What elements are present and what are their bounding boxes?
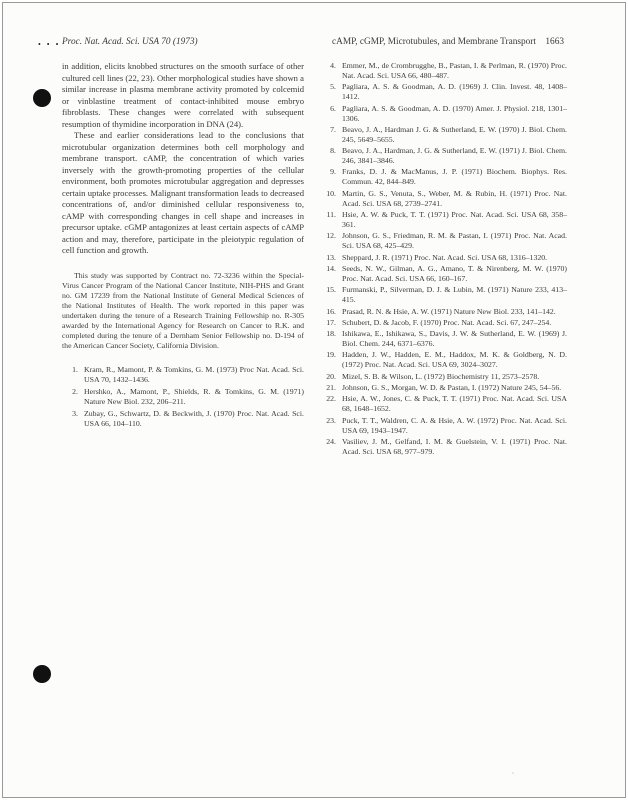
reference-item <box>320 82 567 102</box>
reference-text: Puck, T. T., Waldren, C. A. & Hsie, A. W. (1972) Proc. Nat. Acad. Sci. USA 69, 1943–1947. <box>342 415 567 435</box>
reference-text: Beavo, J. A., Hardman J. G. & Sutherland, E. W. (1970) J. Biol. Chem. 245, 5649–5655. <box>342 124 567 144</box>
reference-text: Furmanski, P., Silverman, D. J. & Lubin, M. (1971) Nature 233, 413–415. <box>342 285 567 305</box>
reference-item <box>320 146 567 166</box>
page-mark: ◦ <box>512 771 515 777</box>
page-number: 1663 <box>545 37 564 47</box>
reference-item <box>320 329 567 349</box>
reference-text: Pagliara, A. S. & Goodman, A. D. (1970) Amer. J. Physiol. 218, 1301–1306. <box>342 103 567 123</box>
reference-item <box>320 167 567 187</box>
reference-number: 13. <box>326 252 336 262</box>
reference-number: 14. <box>326 263 336 273</box>
reference-text: Emmer, M., de Crombrugghe, B., Pastan, I. & Perlman, R. (1970) Proc. Nat. Acad. Sci. USA 66, 480–487. <box>342 61 567 80</box>
reference-number: 16. <box>326 306 336 316</box>
reference-text: Seeds, N. W., Gilman, A. G., Amano, T. & Nirenberg, M. W. (1970) Proc. Nat. Acad. Sci. USA 66, 160–167. <box>342 263 567 283</box>
reference-number: 11. <box>326 210 336 220</box>
reference-text: Johnson, G. S., Morgan, W. D. & Pastan, I. (1972) Nature 245, 54–56. <box>342 383 562 393</box>
reference-number: 15. <box>326 285 336 295</box>
reference-text: Mizel, S. B. & Wilson, L. (1972) Biochemistry 11, 2573–2578. <box>342 371 540 381</box>
reference-text: Hadden, J. W., Hadden, E. M., Haddox, M. K. & Goldberg, N. D. (1972) Proc. Nat. Acad. Sci. USA 69, 3024–3027. <box>342 350 567 370</box>
header-dots: • • • <box>38 40 61 49</box>
reference-item <box>320 372 567 382</box>
reference-number: 6. <box>330 103 336 113</box>
reference-text: Johnson, G. S., Friedman, R. M. & Pastan, I. (1971) Proc. Nat. Acad. Sci. USA 68, 425–429. <box>342 231 567 251</box>
reference-item <box>320 416 567 436</box>
reference-number: 24. <box>326 436 336 446</box>
reference-text: Kram, R., Mamont, P. & Tomkins, G. M. (1973) Proc Nat. Acad. Sci. USA 70, 1432–1436. <box>84 364 304 384</box>
reference-list-left <box>62 365 304 429</box>
reference-number: 10. <box>326 188 336 198</box>
reference-item <box>320 285 567 305</box>
reference-text: Prasad, R. N. & Hsie, A. W. (1971) Nature New Biol. 233, 141–142. <box>342 306 556 316</box>
reference-text: Hsie, A. W., Jones, C. & Puck, T. T. (1971) Proc. Nat. Acad. Sci. USA 68, 1648–1652. <box>342 394 567 414</box>
reference-number: 9. <box>330 167 336 177</box>
binder-hole-bottom <box>33 665 51 683</box>
reference-text: Hsie, A. W. & Puck, T. T. (1971) Proc. Nat. Acad. Sci. USA 68, 358–361. <box>342 210 567 230</box>
reference-item <box>62 387 304 407</box>
reference-number: 3. <box>72 408 78 418</box>
reference-item <box>320 253 567 263</box>
reference-item <box>320 61 567 81</box>
running-title: cAMP, cGMP, Microtubules, and Membrane Transport <box>331 37 536 47</box>
reference-item <box>320 383 567 393</box>
reference-text: Martin, G. S., Venuta, S., Weber, M. & Rubin, H. (1971) Proc. Nat. Acad. Sci. USA 68, 2739–2741. <box>342 188 567 208</box>
reference-item <box>320 231 567 251</box>
reference-number: 18. <box>326 329 336 339</box>
body-paragraph-1: in addition, elicits knobbed structures on the smooth surface of other cultured cell lines (22, 23). Other morphological studies have shown a similar increase in plasma membrane activity promoted by colcemid or vinblastine treatment of contact-inhibited mouse embryo fibroblasts. These changes were correlated with subsequent resumption of thymidine incorporation in DNA (24). <box>62 61 304 129</box>
reference-text: Sheppard, J. R. (1971) Proc. Nat. Acad. Sci. USA 68, 1316–1320. <box>342 252 548 262</box>
reference-text: Schubert, D. & Jacob, F. (1970) Proc. Nat. Acad. Sci. 67, 247–254. <box>342 317 552 327</box>
reference-number: 22. <box>326 394 336 404</box>
reference-item <box>320 264 567 284</box>
reference-text: Beavo, J. A., Hardman, J. G. & Sutherland, E. W. (1971) J. Biol. Chem. 246, 3841–3846. <box>342 146 567 166</box>
reference-item <box>320 189 567 209</box>
reference-text: Zubay, G., Schwartz, D. & Beckwith, J. (1970) Proc. Nat. Acad. Sci. USA 66, 104–110. <box>84 408 304 428</box>
left-column <box>62 61 304 431</box>
reference-item <box>320 125 567 145</box>
right-column <box>320 61 567 458</box>
running-header <box>38 37 564 51</box>
reference-number: 19. <box>326 350 336 360</box>
reference-item <box>320 307 567 317</box>
reference-text: Vasiliev, J. M., Gelfand, I. M. & Guelstein, V. I. (1971) Proc. Nat. Acad. Sci. USA 68, 977–979. <box>342 436 567 456</box>
reference-list-right <box>320 61 567 457</box>
reference-number: 4. <box>330 61 336 70</box>
reference-number: 17. <box>326 317 336 327</box>
reference-item <box>62 409 304 429</box>
reference-number: 7. <box>330 124 336 134</box>
reference-item <box>62 365 304 385</box>
reference-number: 5. <box>330 82 336 92</box>
reference-item <box>320 104 567 124</box>
reference-text: Pagliara, A. S. & Goodman, A. D. (1969) J. Clin. Invest. 48, 1408–1412. <box>342 82 567 102</box>
reference-item <box>320 318 567 328</box>
reference-number: 1. <box>72 364 78 374</box>
reference-number: 20. <box>326 371 336 381</box>
reference-item <box>320 350 567 370</box>
reference-item <box>320 210 567 230</box>
reference-text: Ishikawa, E., Ishikawa, S., Davis, J. W. & Sutherland, E. W. (1969) J. Biol. Chem. 244, 6371–6376. <box>342 329 567 349</box>
reference-number: 21. <box>326 383 336 393</box>
reference-number: 23. <box>326 415 336 425</box>
acknowledgment: This study was supported by Contract no. 72-3236 within the Special-Virus Cancer Program of the National Cancer Institute, NIH-PHS and Grant no. GM 17239 from the National Institute of General Medical Sciences of the National Institutes of Health. The work reported in this paper was undertaken during the tenure of a Research Training Fellowship no. R-305 awarded by the International Agency for Research on Cancer to R.K. and completed during the tenure of a Dernham Senior Fellowship no. D-194 of the American Cancer Society, California Division. <box>62 270 304 350</box>
reference-number: 12. <box>326 231 336 241</box>
body-paragraph-2: These and earlier considerations lead to the conclusions that microtubular organization determines both cell morphology and membrane transport. cAMP, the concentration of which varies inversely with the growth-promoting properties of the cellular environment, both promotes microtubular aggregation and depresses certain uptake processes. Malignant transformation leads to decreased concentrations of, and/or diminished cellular responsiveness to, cAMP with corresponding changes in cell shape and increases in precursor uptake. cGMP antagonizes at least certain aspects of cAMP action and may, therefore, participate in the pleiotypic regulation of cell function and growth. <box>62 130 304 255</box>
reference-number: 8. <box>330 146 336 156</box>
reference-number: 2. <box>72 386 78 396</box>
reference-text: Hershko, A., Mamont, P., Shields, R. & Tomkins, G. M. (1971) Nature New Biol. 232, 206–211. <box>84 386 304 406</box>
journal-citation: Proc. Nat. Acad. Sci. USA 70 (1973) <box>62 37 198 47</box>
reference-item <box>320 437 567 457</box>
reference-text: Franks, D. J. & MacManus, J. P. (1971) Biochem. Biophys. Res. Commun. 42, 844–849. <box>342 167 567 187</box>
reference-item <box>320 394 567 414</box>
binder-hole-top <box>33 89 51 107</box>
